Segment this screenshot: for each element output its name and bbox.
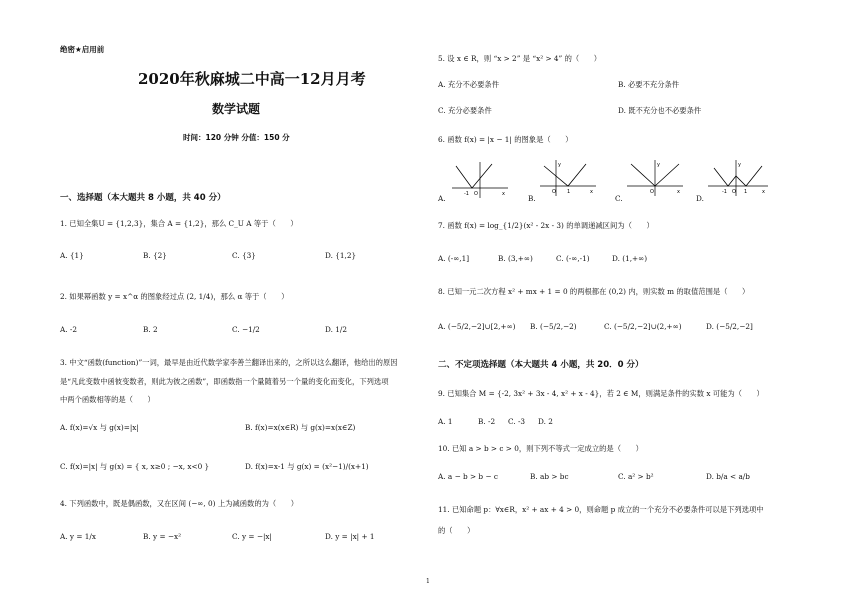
q5-option-d: D. 既不充分也不必要条件	[618, 106, 702, 115]
question-3-line-2: 是“凡此变数中函彼变数者，则此为彼之函数”，即函数指一个量随着另一个量的变化而变化，下列选项	[60, 377, 389, 386]
question-5: 5. 设 x ∈ R，则 “x > 2” 是 “x² > 4” 的（ ）	[438, 54, 602, 63]
section-title-1: 一、选择题（本大题共 8 小题，共 40 分）	[60, 193, 226, 203]
q10-option-b: B. ab > bc	[530, 472, 569, 481]
q1-option-b: B. {2}	[143, 251, 167, 260]
q8-option-a: A. (−5/2,−2]∪[2,+∞)	[438, 322, 516, 331]
question-8: 8. 已知一元二次方程 x² + mx + 1 = 0 的两根都在 (0,2) 内，则实数 m 的取值范围是（ ）	[438, 287, 750, 296]
question-3-line-1: 3. 中文“函数(function)”一词，最早是由近代数学家李善兰翻译出来的，之所以这么翻译，他给出的原因	[60, 358, 398, 367]
q3-option-d: D. f(x)=x-1 与 g(x) = (x²−1)/(x+1)	[245, 462, 369, 471]
q2-option-a: A. -2	[60, 325, 78, 334]
question-6: 6. 函数 f(x) = |x − 1| 的图象是（ ）	[438, 135, 573, 144]
q9-option-a: A. 1	[438, 417, 453, 426]
q3-option-b: B. f(x)=x(x∈R) 与 g(x)=x(x∈Z)	[245, 423, 356, 432]
exam-meta: 时间：120 分钟 分值：150 分	[183, 133, 290, 142]
q2-option-d: D. 1/2	[325, 325, 347, 334]
q9-option-c: C. -3	[508, 417, 526, 426]
svg-text:-1: -1	[722, 189, 727, 195]
q7-option-c: C. (-∞,-1)	[556, 254, 590, 263]
question-3-line-3: 中两个函数相等的是（ ）	[60, 395, 155, 404]
section-title-2: 二、不定项选择题（本大题共 4 小题，共 20．0 分）	[438, 360, 644, 370]
q7-option-a: A. (-∞,1]	[438, 254, 470, 263]
svg-text:x: x	[762, 189, 765, 195]
q6-graph-d	[706, 158, 770, 200]
svg-text:O: O	[732, 189, 736, 195]
question-11-line-2: 的（ ）	[438, 526, 475, 535]
svg-text:x: x	[590, 189, 593, 195]
q6-graph-a	[450, 160, 510, 200]
svg-text:y: y	[657, 162, 660, 168]
q1-option-d: D. {1,2}	[325, 251, 357, 260]
q10-option-a: A. a − b > b − c	[438, 472, 498, 481]
q3-option-c: C. f(x)=|x| 与 g(x) = { x, x≥0 ; −x, x<0 }	[60, 462, 210, 471]
q7-option-b: B. (3,+∞)	[498, 254, 533, 263]
question-4: 4. 下列函数中，既是偶函数，又在区间 (−∞, 0) 上为减函数的为（ ）	[60, 499, 299, 508]
page-number: 1	[426, 578, 430, 585]
svg-text:1: 1	[744, 189, 748, 195]
svg-text:O: O	[552, 189, 556, 195]
q4-option-a: A. y = 1/x	[60, 532, 96, 541]
question-1: 1. 已知全集U = {1,2,3}，集合 A = {1,2}，那么 C_U A 等于（ ）	[60, 219, 298, 228]
svg-text:O: O	[474, 191, 478, 197]
q3-option-a: A. f(x)=√x 与 g(x)=|x|	[60, 423, 139, 432]
question-11-line-1: 11. 已知命题 p：∀x∈R，x² + ax + 4 > 0，则命题 p 成立的一个充分不必要条件可以是下列选项中	[438, 505, 764, 514]
q1-option-c: C. {3}	[232, 251, 256, 260]
q4-option-c: C. y = −|x|	[232, 532, 272, 541]
q10-option-c: C. a² > b²	[618, 472, 654, 481]
q2-option-b: B. 2	[143, 325, 158, 334]
q6-graph-b	[538, 158, 598, 200]
svg-text:y: y	[558, 162, 561, 168]
svg-text:-1: -1	[464, 191, 469, 197]
q5-option-c: C. 充分必要条件	[438, 106, 492, 115]
question-2: 2. 如果幂函数 y = x^α 的图象经过点 (2, 1/4)，那么 α 等于（ ）	[60, 292, 289, 301]
q6-option-c: C.	[615, 194, 623, 203]
q7-option-d: D. (1,+∞)	[612, 254, 648, 263]
q8-option-b: B. (−5/2,−2)	[530, 322, 577, 331]
q6-option-a: A.	[438, 194, 446, 203]
exam-subtitle: 数学试题	[212, 102, 261, 116]
q9-option-b: B. -2	[478, 417, 496, 426]
q4-option-b: B. y = −x²	[143, 532, 182, 541]
question-7: 7. 函数 f(x) = log_{1/2}(x² - 2x - 3) 的单调递减区间为（ ）	[438, 221, 654, 230]
q8-option-d: D. (−5/2,−2]	[706, 322, 753, 331]
svg-text:x: x	[677, 189, 680, 195]
svg-text:O: O	[650, 189, 654, 195]
q9-option-d: D. 2	[538, 417, 553, 426]
q6-option-d: D.	[696, 194, 704, 203]
svg-text:x: x	[502, 191, 505, 197]
q5-option-b: B. 必要不充分条件	[618, 80, 680, 89]
q6-option-b: B.	[528, 194, 536, 203]
question-9: 9. 已知集合 M = {-2, 3x² + 3x - 4, x² + x - 4}，若 2 ∈ M，则满足条件的实数 x 可能为（ ）	[438, 389, 764, 398]
q5-option-a: A. 充分不必要条件	[438, 80, 499, 89]
q1-option-a: A. {1}	[60, 251, 84, 260]
question-10: 10. 已知 a > b > c > 0，则下列不等式一定成立的是（ ）	[438, 444, 643, 453]
q4-option-d: D. y = |x| + 1	[325, 532, 375, 541]
q8-option-c: C. (−5/2,−2]∪(2,+∞)	[604, 322, 682, 331]
svg-text:y: y	[738, 162, 741, 168]
exam-title: 2020年秋麻城二中高一12月月考	[138, 70, 366, 88]
q6-graph-c	[625, 158, 685, 200]
q10-option-d: D. b/a < a/b	[706, 472, 750, 481]
confidential-mark: 绝密★启用前	[60, 45, 105, 54]
svg-text:1: 1	[567, 189, 571, 195]
q2-option-c: C. −1/2	[232, 325, 260, 334]
